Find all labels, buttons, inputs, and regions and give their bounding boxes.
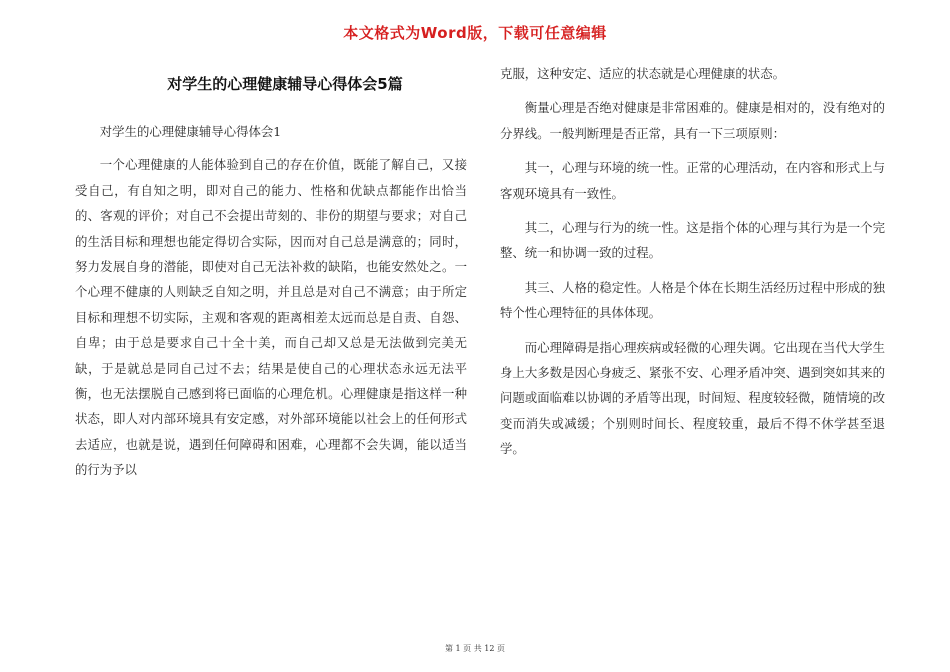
right-paragraph: 而心理障碍是指心理疾病或轻微的心理失调。它出现在当代大学生身上大多数是因心身疲乏、紧张不安、心理矛盾冲突、遇到突如其来的问题或面临难以协调的矛盾等出现，时间短、程度较轻微，随情境的改变而消失或减缓；个别则时间长、程度较重，最后不得不休学甚至退学。 bbox=[500, 339, 885, 457]
left-paragraph: 一个心理健康的人能体验到自己的存在价值，既能了解自己，又接受自己，有自知之明，即对自己的能力、性格和优缺点都能作出恰当的、客观的评价；对自己不会提出苛刻的、非份的期望与要求；对自己的生活目标和理想也能定得切合实际，因而对自己总是满意的；同时，努力发展自身的潜能，即使对自己无法补救的缺陷，也能安然处之。一个心理不健康的人则缺乏自知之明，并且总是对自己不满意；由于所定目标和理想不切实际，主观和客观的距离相差太远而总是自责、自怨、自卑；由于总是要求自己十全十美，而自己却又总是无法做到完美无缺，于是就总是同自己过不去；结果是使自己的心理状态永远无法平衡，也无法摆脱自己感到将已面临的心理危机。心理健康是指这样一种状态，即人对内部环境具有安定感，对外部环境能以社会上的任何形式去适应，也就是说，遇到任何障碍和困难，心理都不会失调，能以适当的行为予以 bbox=[75, 157, 467, 478]
document-title: 对学生的心理健康辅导心得体会5篇 bbox=[167, 75, 403, 93]
right-paragraph: 其一，心理与环境的统一性。正常的心理活动，在内容和形式上与客观环境具有一致性。 bbox=[500, 160, 885, 201]
page-number-footer: 第 1 页 共 12 页 bbox=[445, 644, 505, 653]
word-format-banner: 本文格式为Word版，下载可任意编辑 bbox=[343, 24, 607, 42]
right-paragraph-continuation: 克服，这种安定、适应的状态就是心理健康的状态。 bbox=[500, 66, 785, 81]
left-column bbox=[75, 119, 467, 483]
right-paragraph: 其二，心理与行为的统一性。这是指个体的心理与其行为是一个完整、统一和协调一致的过程。 bbox=[500, 220, 885, 261]
right-column bbox=[500, 61, 885, 471]
right-paragraph: 其三、人格的稳定性。人格是个体在长期生活经历过程中形成的独特个性心理特征的具体体现。 bbox=[500, 279, 885, 321]
section-subtitle: 对学生的心理健康辅导心得体会1 bbox=[99, 124, 282, 139]
right-paragraph: 衡量心理是否绝对健康是非常困难的。健康是相对的，没有绝对的分界线。一般判断理是否正常，具有一下三项原则： bbox=[500, 100, 885, 141]
